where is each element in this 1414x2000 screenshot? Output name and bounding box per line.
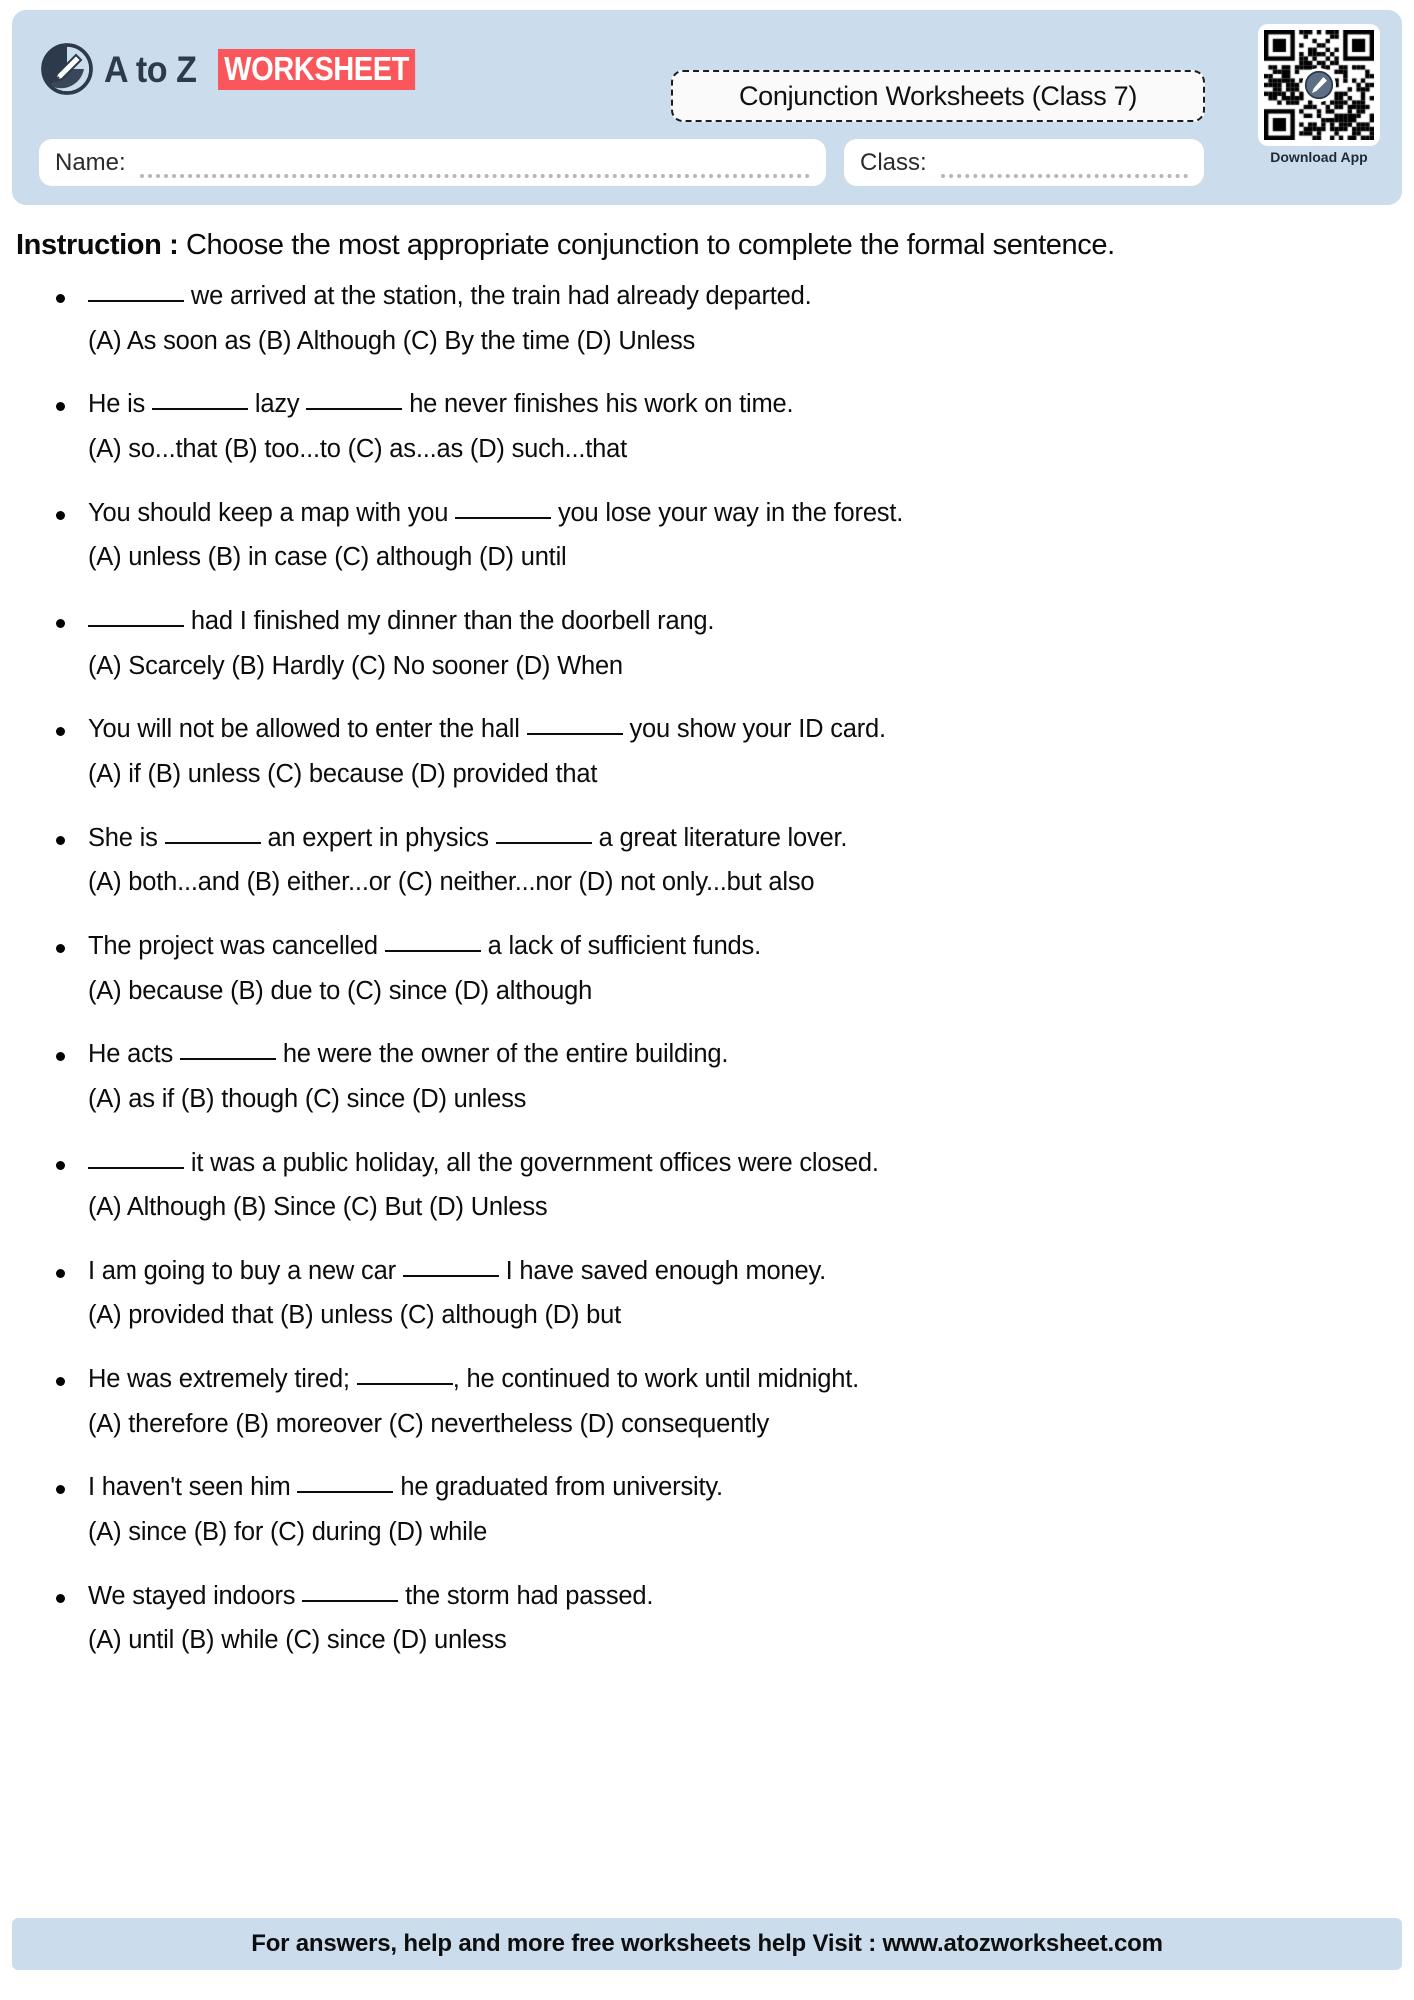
- question-stem: had I finished my dinner than the doorbell rang.: [88, 605, 1414, 639]
- qr-center-logo-icon: [1302, 68, 1336, 102]
- question-stem: You will not be allowed to enter the hall you show your ID card.: [88, 715, 886, 744]
- question-options: (A) until (B) while (C) since (D) unless: [88, 1626, 507, 1655]
- class-input-line[interactable]: [941, 158, 1188, 178]
- question-stem: He acts he were the owner of the entire building.: [88, 1040, 729, 1069]
- answer-blank-1[interactable]: [297, 1491, 393, 1493]
- question-stem: I haven't seen him he graduated from university.: [88, 1473, 723, 1502]
- question-options: (A) Although (B) Since (C) But (D) Unless: [88, 1193, 548, 1222]
- question-stem: we arrived at the station, the train had already departed.: [88, 280, 1414, 314]
- brand-name-atoz: A to Z: [104, 48, 197, 90]
- question-item: [0, 822, 1414, 900]
- question-options: (A) provided that (B) unless (C) although (D) but: [88, 1301, 622, 1330]
- question-options: (A) both...and (B) either...or (C) neither...nor (D) not only...but also: [88, 868, 815, 897]
- instruction-line: [16, 229, 1398, 262]
- question-item: [0, 1038, 1414, 1116]
- name-field[interactable]: [39, 139, 826, 186]
- question-options: (A) if (B) unless (C) because (D) provided that: [88, 759, 598, 788]
- answer-blank-1[interactable]: [455, 517, 551, 519]
- answer-blank-1[interactable]: [165, 842, 261, 844]
- footer-text: For answers, help and more free worksheets help Visit : www.atozworksheet.com: [251, 1930, 1163, 1957]
- answer-blank-1[interactable]: [180, 1058, 276, 1060]
- worksheet-title-chip: [671, 70, 1205, 122]
- question-options: (A) because (B) due to (C) since (D) although: [88, 976, 593, 1005]
- question-item: [0, 1471, 1414, 1549]
- answer-blank-1[interactable]: [152, 408, 248, 410]
- name-label: Name:: [55, 148, 126, 176]
- instruction-label: Instruction :: [16, 229, 179, 261]
- answer-blank-1[interactable]: [527, 733, 623, 735]
- page-title: Conjunction Worksheets (Class 7): [738, 80, 1138, 111]
- question-item: [0, 605, 1414, 683]
- answer-blank-1[interactable]: [385, 950, 481, 952]
- question-options: (A) therefore (B) moreover (C) nevertheless (D) consequently: [88, 1409, 769, 1438]
- question-stem: I am going to buy a new car I have saved enough money.: [88, 1256, 827, 1285]
- question-stem: We stayed indoors the storm had passed.: [88, 1581, 654, 1610]
- question-options: (A) so...that (B) too...to (C) as...as (D) such...that: [88, 434, 628, 463]
- answer-blank-2[interactable]: [496, 842, 592, 844]
- class-label: Class:: [860, 148, 927, 176]
- worksheet-header: [12, 10, 1402, 205]
- question-item: [0, 1255, 1414, 1333]
- qr-caption: Download App: [1270, 149, 1368, 165]
- answer-blank-1[interactable]: [88, 625, 184, 627]
- question-stem: it was a public holiday, all the government offices were closed.: [88, 1147, 1414, 1181]
- question-stem: The project was cancelled a lack of sufficient funds.: [88, 931, 761, 960]
- question-stem: She is an expert in physics a great literature lover.: [88, 823, 848, 852]
- brand-logo: [40, 42, 442, 96]
- question-stem: You should keep a map with you you lose your way in the forest.: [88, 498, 904, 527]
- answer-blank-1[interactable]: [302, 1600, 398, 1602]
- footer-banner: [12, 1918, 1402, 1970]
- question-item: [0, 1147, 1414, 1225]
- pen-circle-logo-icon: [40, 42, 94, 96]
- answer-blank-1[interactable]: [88, 1167, 184, 1169]
- question-stem: He is lazy he never finishes his work on time.: [88, 390, 794, 419]
- question-options: (A) as if (B) though (C) since (D) unless: [88, 1084, 527, 1113]
- answer-blank-1[interactable]: [88, 300, 184, 302]
- brand-name-worksheet: WORKSHEET: [218, 49, 415, 90]
- qr-code-box[interactable]: [1258, 24, 1380, 146]
- question-item: [0, 1363, 1414, 1441]
- question-item: [0, 930, 1414, 1008]
- question-item: [0, 1580, 1414, 1658]
- instruction-text: Choose the most appropriate conjunction to complete the formal sentence.: [178, 229, 1115, 261]
- class-field[interactable]: [844, 139, 1204, 186]
- question-stem: He was extremely tired; , he continued to work until midnight.: [88, 1365, 860, 1394]
- question-options: (A) Scarcely (B) Hardly (C) No sooner (D) When: [88, 651, 623, 680]
- answer-blank-1[interactable]: [403, 1275, 499, 1277]
- question-item: [0, 280, 1414, 358]
- question-item: [0, 713, 1414, 791]
- question-item: [0, 388, 1414, 466]
- qr-code-block[interactable]: [1258, 24, 1380, 165]
- question-list: [0, 280, 1414, 1658]
- name-input-line[interactable]: [140, 158, 810, 178]
- question-options: (A) As soon as (B) Although (C) By the time (D) Unless: [88, 326, 696, 355]
- question-options: (A) unless (B) in case (C) although (D) until: [88, 543, 567, 572]
- question-options: (A) since (B) for (C) during (D) while: [88, 1518, 488, 1547]
- answer-blank-1[interactable]: [357, 1383, 453, 1385]
- question-item: [0, 497, 1414, 575]
- answer-blank-2[interactable]: [306, 408, 402, 410]
